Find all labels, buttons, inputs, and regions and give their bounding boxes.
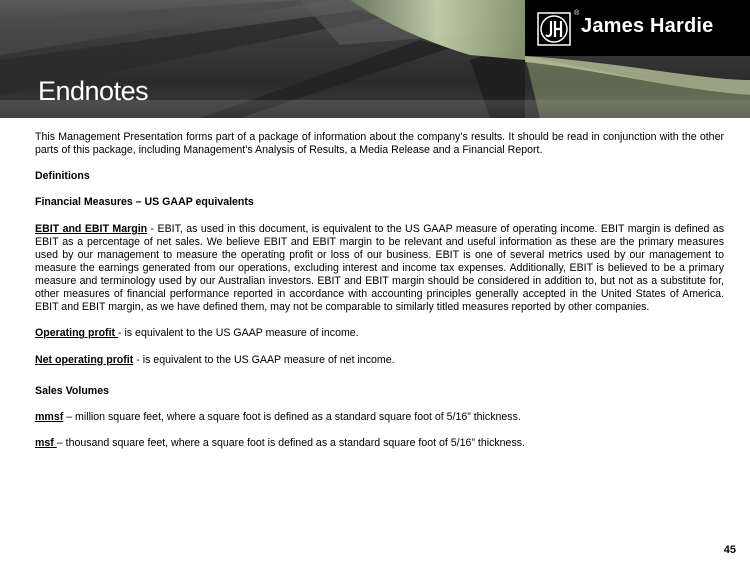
logo-text: James Hardie [581,15,714,37]
mmsf-definition-text: – million square feet, where a square foot is defined as a standard square foot of 5/16” thickness. [63,410,521,423]
net-operating-profit-term: Net operating profit [35,353,134,366]
definitions-heading: Definitions [35,170,90,183]
ebit-term: EBIT and EBIT Margin [35,222,148,235]
net-operating-profit-definition-text: - is equivalent to the US GAAP measure of net income. [133,353,395,366]
operating-profit-definition [35,327,724,340]
logo-box [525,0,750,56]
page-number: 45 [723,544,736,556]
mmsf-definition [35,411,724,424]
net-operating-profit-definition [35,354,724,367]
ebit-definition-text: - EBIT, as used in this document, is equivalent to the US GAAP measure of operating income. EBIT margin is defined as EBIT as a percentage of net sales. We believe EBIT and EBIT margin to be relevant and useful information as these are the primary measures used by our management to measure the operating profit or loss of our business. EBIT is one of several metrics used by our management to measure the earnings generated from our operations, excluding interest and income tax expenses. Additionally, EBIT is believed to be a primary measure and terminology used by our Australian investors. EBIT and EBIT margin should be considered in addition to, but not as a substitute for, other measures of financial performance reported in accordance with accounting principles generally accepted in the United States of America. EBIT and EBIT margin, as we have defined them, may not be comparable to similarly titled measures reported by other companies. [35,222,724,314]
intro-paragraph: This Management Presentation forms part of a package of information about the company’s results. It should be read in conjunction with the other parts of this package, including Management’s Analysis of Results, a Media Release and a Financial Report. [35,131,724,157]
page-title: Endnotes [38,76,149,106]
msf-definition [35,437,724,450]
operating-profit-definition-text: - is equivalent to the US GAAP measure of income. [117,327,359,340]
financial-measures-heading: Financial Measures – US GAAP equivalents [35,196,254,209]
endnotes-body [35,131,724,450]
james-hardie-logo-icon [537,12,571,46]
header-banner [0,0,750,118]
msf-term: msf [35,437,57,450]
ebit-definition [35,223,724,315]
logo-registered-mark: ® [574,10,580,17]
msf-definition-text: – thousand square feet, where a square foot is defined as a standard square foot of 5/16” thickness. [56,437,525,450]
mmsf-term: mmsf [35,410,64,423]
sales-volumes-heading: Sales Volumes [35,384,109,397]
operating-profit-term: Operating profit [35,327,118,340]
